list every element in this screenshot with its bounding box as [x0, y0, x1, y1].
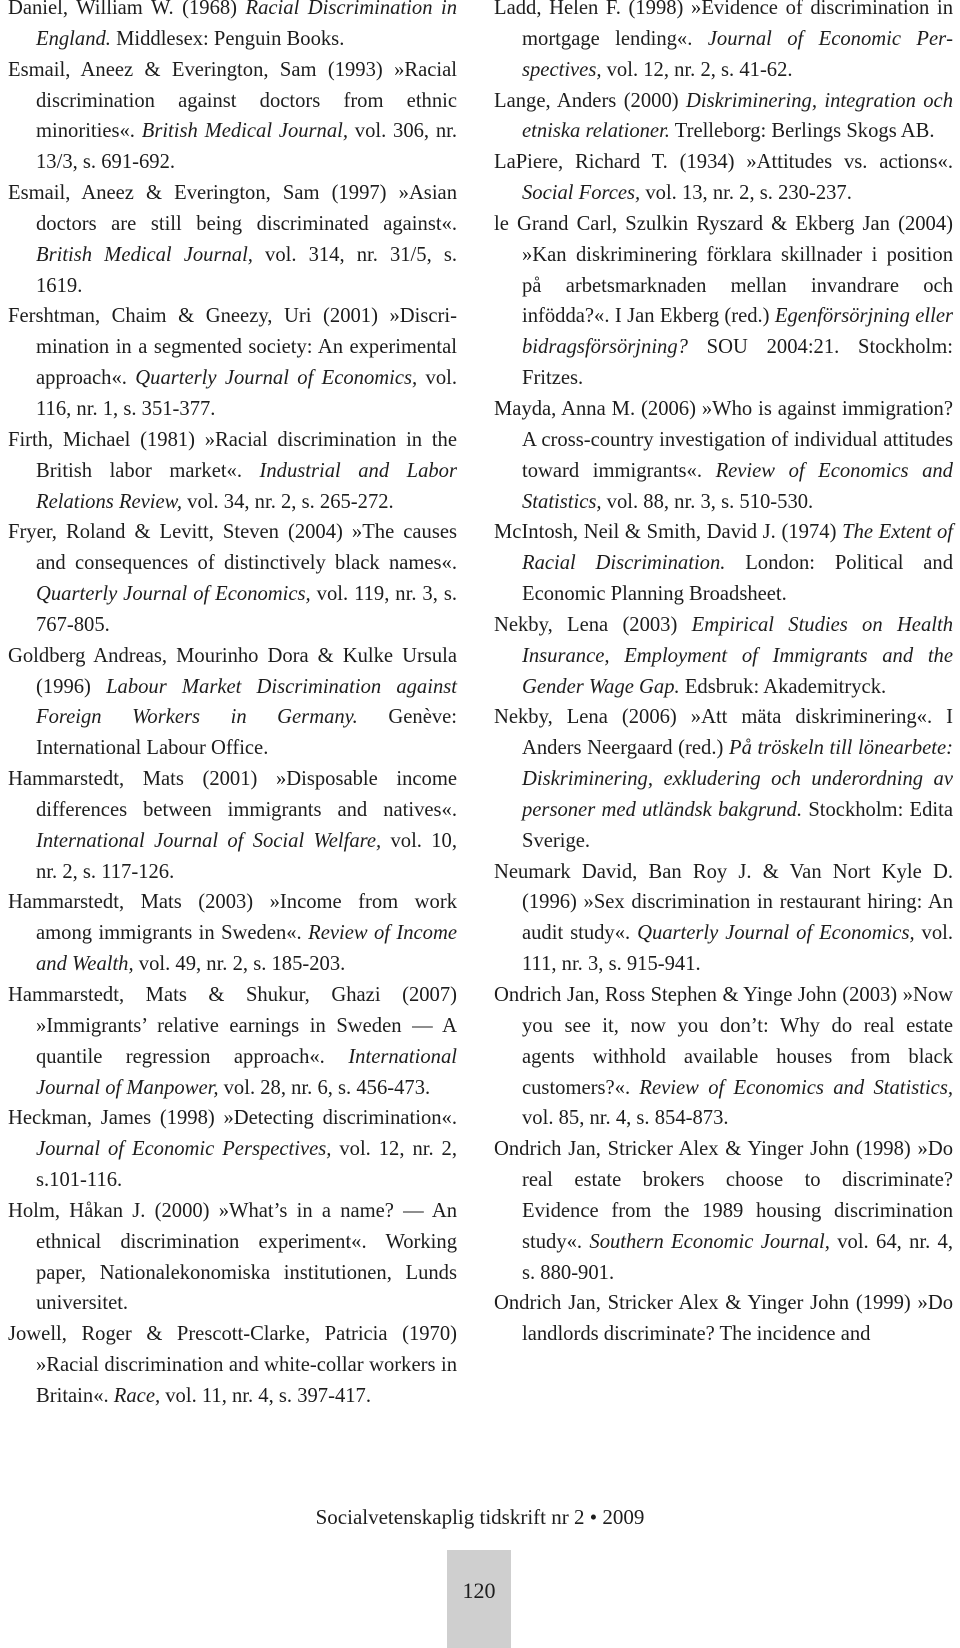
- reference-title-italic: Empirical Studies on Health Insurance, Employment of Immigrants and the Gender Wage Gap.: [522, 613, 953, 698]
- reference-text: vol. 111, nr. 3, s. 915-941.: [522, 922, 953, 976]
- reference-text: vol. 85, nr. 4, s. 854-873.: [522, 1107, 729, 1130]
- reference-entry: [494, 517, 953, 610]
- reference-column-left: [8, 0, 457, 1412]
- reference-text: Esmail, Aneez & Everington, Sam (1997) »Asian doctors are still being discriminated against«.: [8, 182, 457, 235]
- reference-text: vol. 116, nr. 1, s. 351-377.: [36, 367, 457, 420]
- reference-title-italic: Review of Income and Wealth,: [36, 922, 457, 976]
- reference-entry: [494, 209, 953, 394]
- reference-entry: [494, 0, 953, 86]
- reference-text: Esmail, Aneez & Everington, Sam (1993) »Racial discrimination against doctors from ethnic minorities«.: [8, 58, 457, 143]
- reference-entry: [8, 980, 457, 1103]
- reference-text: vol. 49, nr. 2, s. 185-203.: [133, 953, 346, 976]
- reference-entry: [8, 887, 457, 980]
- reference-text: Nekby, Lena (2003): [494, 613, 692, 636]
- reference-entry: [494, 857, 953, 980]
- reference-title-italic: Journal of Economic Perspectives,: [522, 27, 953, 81]
- reference-text: Holm, Håkan J. (2000) »What’s in a name? — An ethnical discrimination experiment«. Working paper, Nationalekonomiska institutionen, Lunds universitet.: [8, 1199, 457, 1315]
- reference-text: Mayda, Anna M. (2006) »Who is against immigration? A cross-country investigation of individual attitudes toward immigrants«.: [494, 397, 953, 482]
- reference-entry: [494, 1134, 953, 1288]
- reference-title-italic: British Medical Journal,: [36, 243, 253, 266]
- reference-text: vol. 28, nr. 6, s. 456-473.: [218, 1076, 431, 1099]
- reference-entry: [8, 764, 457, 887]
- reference-title-italic: British Medical Journal,: [141, 120, 349, 143]
- reference-text: SOU 2004:21. Stockholm: Fritzes.: [522, 336, 953, 390]
- reference-entry: [8, 1196, 457, 1319]
- reference-column-right: [494, 0, 953, 1350]
- reference-text: vol. 13, nr. 2, s. 230-237.: [640, 182, 852, 205]
- reference-title-italic: Southern Economic Journal,: [589, 1230, 830, 1253]
- reference-entry: [494, 610, 953, 703]
- reference-text: Fershtman, Chaim & Gneezy, Uri (2001) »Discrimination in a segmented society: An experimental approach«.: [8, 305, 457, 390]
- reference-text: vol. 34, nr. 2, s. 265-272.: [182, 490, 394, 513]
- reference-text: London: Political and Economic Planning Broadsheet.: [522, 552, 953, 606]
- reference-title-italic: Review of Economics and Statistics,: [639, 1076, 953, 1099]
- reference-entry: [8, 1103, 457, 1196]
- reference-text: Edsbruk: Akademitryck.: [679, 675, 887, 698]
- reference-text: Daniel, William W. (1968): [8, 0, 246, 19]
- reference-title-italic: Journal of Economic Perspectives,: [36, 1138, 332, 1161]
- reference-entry: [494, 394, 953, 517]
- reference-text: Goldberg Andreas, Mourinho Dora & Kulke Ursula (1996): [8, 644, 457, 698]
- reference-text: Hammarstedt, Mats & Shukur, Ghazi (2007) »Immigrants’ relative earnings in Sweden — A quantile regression approach«.: [8, 984, 457, 1068]
- reference-title-italic: Social Forces,: [522, 182, 641, 205]
- page-number: 120: [462, 1578, 496, 1603]
- reference-title-italic: Quarterly Journal of Economics,: [36, 583, 311, 606]
- reference-text: vol. 64, nr. 4, s. 880-901.: [522, 1230, 953, 1284]
- reference-text: vol. 11, nr. 4, s. 397-417.: [160, 1384, 372, 1407]
- reference-title-italic: International Journal of Manpower,: [36, 1045, 457, 1099]
- reference-text: Stockholm: Edita Sverige.: [522, 798, 953, 852]
- reference-title-italic: The Extent of Racial Discrimination.: [522, 521, 953, 575]
- reference-title-italic: Egenförsörjning eller bidragsförsörjning?: [522, 305, 953, 359]
- reference-text: vol. 12, nr. 2, s. 41-62.: [601, 58, 793, 81]
- reference-text: McIntosh, Neil & Smith, David J. (1974): [494, 521, 843, 544]
- reference-text: Ondrich Jan, Stricker Alex & Yinger John (1999) »Do landlords discriminate? The incidence and: [494, 1292, 953, 1346]
- reference-entry: [494, 980, 953, 1134]
- reference-title-italic: Quarterly Journal of Economics,: [637, 922, 915, 945]
- reference-entry: [494, 1288, 953, 1350]
- reference-title-italic: International Journal of Social Welfare,: [36, 829, 382, 852]
- reference-entry: [8, 641, 457, 764]
- reference-title-italic: Review of Economics and Statistics,: [522, 459, 953, 513]
- reference-entry: [8, 301, 457, 424]
- reference-text: Hammarstedt, Mats (2001) »Disposable income differences between immigrants and natives«.: [8, 768, 457, 821]
- reference-text: vol. 119, nr. 3, s. 767-805.: [36, 583, 457, 636]
- reference-text: vol. 88, nr. 3, s. 510-530.: [601, 490, 814, 513]
- reference-text: vol. 306, nr. 13/3, s. 691-692.: [36, 120, 457, 174]
- reference-text: LaPiere, Richard T. (1934) »Attitudes vs. actions«.: [494, 151, 953, 174]
- reference-text: Ladd, Helen F. (1998) »Evidence of discrimination in mortgage lending«.: [494, 0, 953, 50]
- reference-title-italic: Racial Discrimination in England.: [36, 0, 457, 50]
- reference-title-italic: Labour Market Discrimination against Foreign Workers in Germany.: [36, 675, 457, 729]
- reference-text: Lange, Anders (2000): [494, 89, 686, 112]
- reference-text: Nekby, Lena (2006) »Att mäta diskriminering«. I Anders Neergaard (red.): [494, 706, 953, 760]
- reference-title-italic: Industrial and Labor Relations Review,: [36, 459, 457, 513]
- reference-title-italic: Diskriminering, integration och etniska relationer.: [522, 89, 953, 143]
- reference-text: Neumark David, Ban Roy J. & Van Nort Kyle D. (1996) »Sex discrimination in restaurant hiring: An audit study«.: [494, 860, 953, 945]
- reference-title-italic: Quarterly Journal of Economics,: [135, 367, 418, 390]
- reference-text: Firth, Michael (1981) »Racial discrimination in the British labor market«.: [8, 428, 457, 482]
- reference-entry: [494, 702, 953, 856]
- reference-text: Ondrich Jan, Ross Stephen & Yinge John (2003) »Now you see it, now you don’t: Why do real estate agents withhold available houses from black customers?«.: [494, 984, 953, 1099]
- reference-entry: [494, 86, 953, 148]
- reference-text: Genève: International Labour Office.: [36, 706, 457, 760]
- reference-text: vol. 12, nr. 2, s.101-116.: [36, 1138, 457, 1192]
- reference-title-italic: Race,: [113, 1384, 161, 1407]
- reference-text: Fryer, Roland & Levitt, Steven (2004) »The causes and consequences of distinctively black names«.: [8, 521, 457, 575]
- reference-text: Trelleborg: Berlings Skogs AB.: [669, 120, 935, 143]
- reference-text: vol. 314, nr. 31/5, s. 1619.: [36, 243, 457, 297]
- reference-entry: [8, 55, 457, 178]
- reference-entry: [8, 517, 457, 640]
- reference-entry: [8, 0, 457, 55]
- reference-entry: [8, 1319, 457, 1412]
- reference-text: Hammarstedt, Mats (2003) »Income from work among immigrants in Sweden«.: [8, 891, 457, 945]
- reference-text: Ondrich Jan, Stricker Alex & Yinger John (1998) »Do real estate brokers choose to discriminate? Evidence from the 1989 housing discrimination study«.: [494, 1138, 953, 1253]
- reference-entry: [8, 178, 457, 301]
- journal-footer: Socialvetenskaplig tidskrift nr 2 • 2009: [315, 1505, 645, 1529]
- reference-entry: [494, 147, 953, 209]
- reference-text: Heckman, James (1998) »Detecting discrimination«.: [8, 1107, 457, 1130]
- reference-text: Jowell, Roger & Prescott-Clarke, Patricia (1970) »Racial discrimination and white-collar workers in Britain«.: [8, 1323, 457, 1407]
- reference-text: Middlesex: Penguin Books.: [110, 27, 345, 50]
- reference-title-italic: På tröskeln till lönearbete: Diskriminering, exkludering och underordning av personer med utländsk bakgrund.: [522, 737, 953, 821]
- reference-text: vol. 10, nr. 2, s. 117-126.: [36, 829, 457, 883]
- reference-entry: [8, 425, 457, 518]
- reference-text: le Grand Carl, Szulkin Ryszard & Ekberg Jan (2004) »Kan diskriminering förklara skillnader i position på arbetsmarknaden mellan invandrare och infödda?«. I Jan Ekberg (red.): [494, 212, 953, 328]
